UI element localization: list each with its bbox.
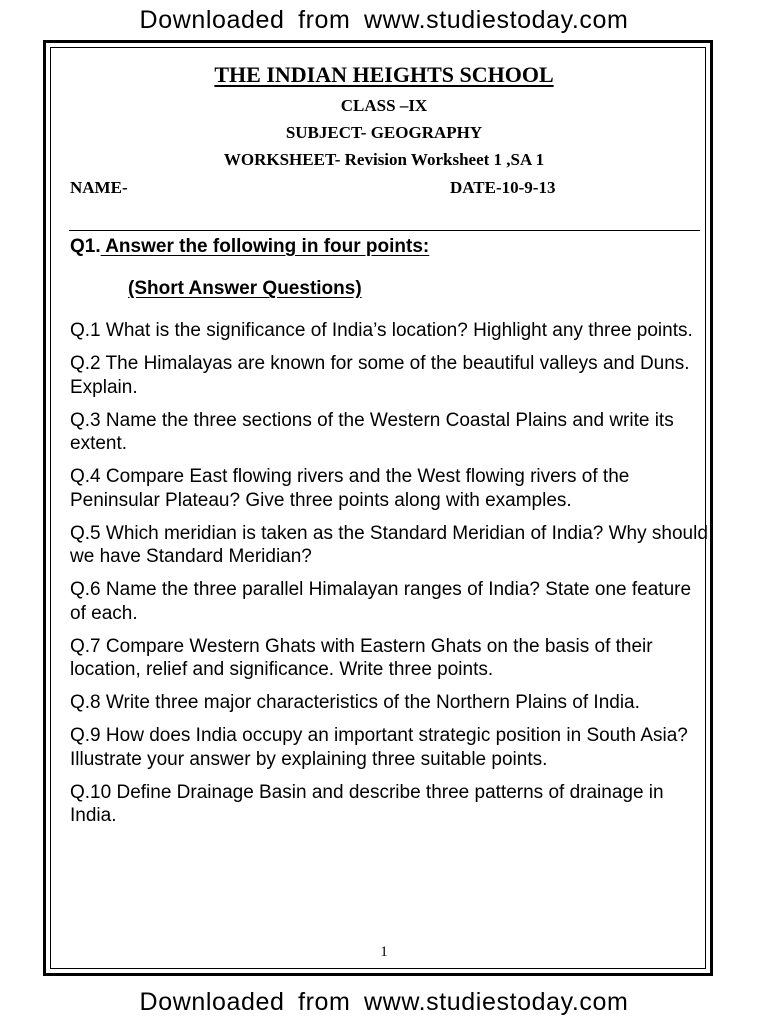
- question-item: Q.7 Compare Western Ghats with Eastern Ghats on the basis of their location, relief and significance. Write three points.: [70, 635, 653, 680]
- name-label: NAME-: [70, 178, 128, 197]
- question-list: [70, 319, 710, 837]
- question-item: Q.3 Name the three sections of the Western Coastal Plains and write its extent.: [70, 409, 674, 454]
- question-item: Q.5 Which meridian is taken as the Standard Meridian of India? Why should we have Standard Meridian?: [70, 522, 708, 567]
- page-number: 1: [380, 944, 388, 960]
- subject-line: SUBJECT- GEOGRAPHY: [285, 123, 483, 142]
- download-banner-bottom: Downloaded from www.studiestoday.com: [139, 988, 629, 1016]
- question-item: Q.4 Compare East flowing rivers and the West flowing rivers of the Peninsular Plateau? Give three points along with examples.: [70, 466, 630, 511]
- section-title: Answer the following in four points:: [100, 236, 430, 257]
- question-item: Q.10 Define Drainage Basin and describe three patterns of drainage in India.: [70, 781, 664, 826]
- header-divider: [69, 230, 700, 231]
- section-subtitle: (Short Answer Questions): [128, 278, 362, 299]
- school-title: THE INDIAN HEIGHTS SCHOOL: [214, 62, 554, 87]
- question-item: Q.2 The Himalayas are known for some of the beautiful valleys and Duns. Explain.: [70, 353, 690, 398]
- section-number: Q1.: [70, 236, 101, 257]
- question-item: Q.9 How does India occupy an important strategic position in South Asia? Illustrate your answer by explaining three suitable points.: [70, 725, 688, 770]
- worksheet-line: WORKSHEET- Revision Worksheet 1 ,SA 1: [223, 150, 545, 169]
- question-item: Q.6 Name the three parallel Himalayan ranges of India? State one feature of each.: [70, 579, 692, 624]
- section-heading: [70, 236, 429, 258]
- question-item: Q.1 What is the significance of India’s location? Highlight any three points.: [70, 320, 693, 341]
- class-line: CLASS –IX: [340, 96, 428, 115]
- question-item: Q.8 Write three major characteristics of the Northern Plains of India.: [70, 692, 640, 713]
- download-banner-top: Downloaded from www.studiestoday.com: [139, 6, 629, 34]
- date-label: DATE-10-9-13: [450, 178, 556, 197]
